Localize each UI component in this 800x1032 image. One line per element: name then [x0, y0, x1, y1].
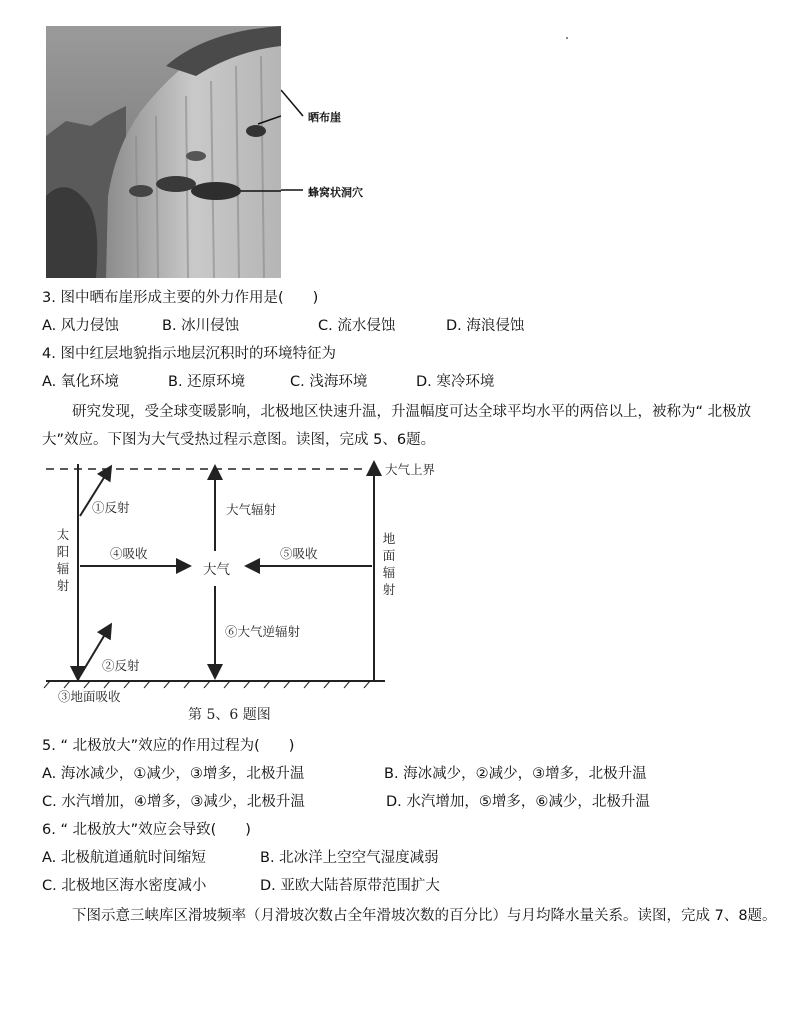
q3-option-c[interactable]: C. 流水侵蚀: [318, 318, 396, 334]
label-top-of-atmosphere: 大气上界: [385, 462, 436, 477]
q4-option-a[interactable]: A. 氧化环境: [42, 374, 119, 390]
label-shaibuya: 晒布崖: [308, 111, 341, 124]
label-solar-radiation: 太阳辐射: [56, 527, 70, 593]
q5-stem: 5. “ 北极放大”效应的作用过程为( ): [42, 738, 295, 754]
q4-stem: 4. 图中红层地貌指示地层沉积时的环境特征为: [42, 346, 336, 362]
label-ground-absorb: ③地面吸收: [58, 689, 121, 704]
q3-stem: 3. 图中晒布崖形成主要的外力作用是( ): [42, 290, 319, 306]
label-reflect-1: ①反射: [92, 500, 130, 515]
q5-option-b[interactable]: B. 海冰减少，②减少，③增多，北极升温: [384, 766, 647, 782]
q6-option-c[interactable]: C. 北极地区海水密度减小: [42, 878, 207, 894]
q4-option-b[interactable]: B. 还原环境: [168, 374, 246, 390]
label-atmosphere: 大气: [203, 562, 230, 578]
q3-option-b[interactable]: B. 冰川侵蚀: [162, 318, 240, 334]
cliff-photo: [46, 26, 281, 278]
label-counter-radiation: ⑥大气逆辐射: [225, 624, 301, 639]
atmosphere-heating-diagram: [40, 456, 450, 726]
passage-landslide: 下图示意三峡库区滑坡频率（月滑坡次数占全年滑坡次数的百分比）与月均降水量关系。读图，完成 7、8题。: [72, 908, 777, 924]
passage-arctic-amplification: 研究发现，受全球变暖影响，北极地区快速升温，升温幅度可达全球平均水平的两倍以上，被称为“ 北极放大”效应。下图为大气受热过程示意图。读图，完成 5、6题。: [42, 404, 752, 448]
q6-option-b[interactable]: B. 北冰洋上空空气湿度减弱: [260, 850, 439, 866]
q5-option-c[interactable]: C. 水汽增加，④增多，③减少，北极升温: [42, 794, 305, 810]
label-atmospheric-radiation: 大气辐射: [226, 502, 277, 517]
q5-option-a[interactable]: A. 海冰减少，①减少，③增多，北极升温: [42, 766, 305, 782]
photo-pointer-lines: [281, 80, 311, 200]
label-absorb-5: ⑤吸收: [280, 546, 318, 561]
q5-option-d[interactable]: D. 水汽增加，⑤增多，⑥减少，北极升温: [386, 794, 650, 810]
label-reflect-2: ②反射: [102, 658, 140, 673]
label-ground-radiation: 地面辐射: [382, 531, 396, 597]
q3-option-d[interactable]: D. 海浪侵蚀: [446, 318, 525, 334]
q6-option-d[interactable]: D. 亚欧大陆苔原带范围扩大: [260, 878, 440, 894]
q6-option-a[interactable]: A. 北极航道通航时间缩短: [42, 850, 206, 866]
diagram-caption: 第 5、6 题图: [188, 707, 271, 723]
label-honeycomb-caves: 蜂窝状洞穴: [308, 186, 363, 199]
q6-stem: 6. “ 北极放大”效应会导致( ): [42, 822, 251, 838]
label-absorb-4: ④吸收: [110, 546, 148, 561]
q4-option-c[interactable]: C. 浅海环境: [290, 374, 368, 390]
q4-option-d[interactable]: D. 寒冷环境: [416, 374, 495, 390]
stray-dot: [566, 37, 568, 39]
q3-option-a[interactable]: A. 风力侵蚀: [42, 318, 119, 334]
